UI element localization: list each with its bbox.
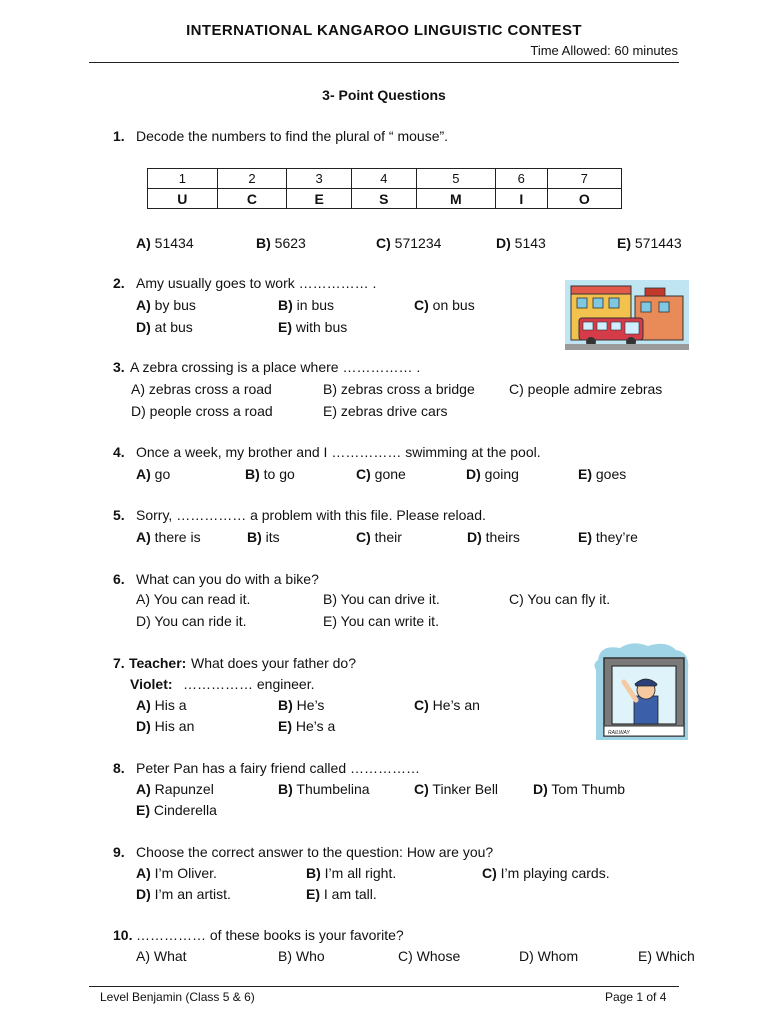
option-text: I am tall. (323, 886, 377, 902)
option-d[interactable] (136, 613, 247, 629)
question-number: 8. (113, 760, 125, 776)
option-key: E) (617, 235, 631, 251)
option-key: A) (136, 697, 151, 713)
option-c[interactable] (356, 529, 402, 545)
option-key: A) (136, 466, 151, 482)
option-text: zebras drive cars (340, 403, 448, 419)
table-cell: I (496, 189, 548, 209)
option-text: they’re (595, 529, 638, 545)
option-text: by bus (154, 297, 196, 313)
table-cell: 6 (496, 169, 548, 189)
question-text: A zebra crossing is a place where …………… . (130, 359, 421, 375)
option-text: 5623 (274, 235, 306, 251)
option-a[interactable] (136, 297, 196, 313)
option-text: His an (154, 718, 195, 734)
table-cell: 1 (148, 169, 218, 189)
table-cell: U (148, 189, 218, 209)
option-key: D) (136, 718, 151, 734)
question-number: 4. (113, 444, 125, 460)
question-number: 1. (113, 128, 125, 144)
option-text: 571443 (634, 235, 682, 251)
option-a[interactable] (136, 781, 214, 797)
option-key: C) (509, 381, 524, 397)
option-key: E) (323, 613, 337, 629)
option-text: You can write it. (340, 613, 439, 629)
question-text: Decode the numbers to find the plural of “ mouse”. (136, 128, 449, 144)
option-text: its (265, 529, 280, 545)
option-c[interactable] (376, 235, 441, 251)
option-d[interactable] (131, 403, 273, 419)
option-text: Tinker Bell (432, 781, 499, 797)
table-cell: 5 (416, 169, 495, 189)
option-a[interactable] (136, 865, 217, 881)
option-a[interactable]: A) What (136, 948, 187, 964)
option-key: B) (278, 297, 293, 313)
option-key: A) (136, 297, 151, 313)
option-key: E) (306, 886, 320, 902)
option-key: C) (376, 235, 391, 251)
option-b[interactable]: B) Who (278, 948, 325, 964)
option-text: I’m all right. (324, 865, 397, 881)
option-c[interactable] (482, 865, 610, 881)
table-cell: 2 (217, 169, 287, 189)
footer-rule (89, 986, 679, 987)
table-cell: O (547, 189, 621, 209)
option-key: E) (136, 802, 150, 818)
option-d[interactable] (136, 718, 194, 734)
option-key: B) (323, 381, 337, 397)
header-rule (89, 62, 679, 63)
option-b[interactable] (306, 865, 396, 881)
table-cell: 3 (287, 169, 352, 189)
option-key: D) (496, 235, 511, 251)
option-c[interactable] (509, 381, 662, 397)
option-d[interactable] (496, 235, 546, 251)
option-key: A) (136, 781, 151, 797)
option-text: I’m an artist. (154, 886, 231, 902)
option-text: going (484, 466, 519, 482)
question-text: Peter Pan has a fairy friend called …………… (136, 760, 421, 776)
question-text: Once a week, my brother and I …………… swimming at the pool. (136, 444, 541, 460)
option-text: Cinderella (153, 802, 217, 818)
option-b[interactable] (323, 591, 440, 607)
option-text: 571234 (394, 235, 442, 251)
letter-row (148, 189, 622, 209)
question-number: 7. (113, 655, 125, 671)
option-text: their (374, 529, 402, 545)
option-text: on bus (432, 297, 475, 313)
option-key: B) (245, 466, 260, 482)
train-driver-illustration (590, 640, 695, 750)
option-text: His a (154, 697, 187, 713)
option-key: B) (278, 697, 293, 713)
option-key: B) (256, 235, 271, 251)
option-key: E) (578, 529, 592, 545)
option-key: D) (533, 781, 548, 797)
option-text: You can read it. (153, 591, 251, 607)
question-number: 6. (113, 571, 125, 587)
violet-text: …………… engineer. (183, 676, 315, 692)
option-key: E) (323, 403, 337, 419)
question-text: Amy usually goes to work …………… . (136, 275, 377, 291)
option-text: 51434 (154, 235, 194, 251)
option-d[interactable]: D) Whom (519, 948, 579, 964)
option-c[interactable] (356, 466, 406, 482)
option-text: Tom Thumb (551, 781, 626, 797)
option-d[interactable] (136, 886, 231, 902)
option-c[interactable] (414, 781, 498, 797)
option-key: A) (131, 381, 145, 397)
option-key: A) (136, 591, 150, 607)
question-text: …………… of these books is your favorite? (136, 927, 404, 943)
option-text: there is (154, 529, 201, 545)
option-text: go (154, 466, 171, 482)
option-d[interactable] (466, 466, 519, 482)
option-key: D) (131, 403, 146, 419)
table-cell: E (287, 189, 352, 209)
option-text: in bus (296, 297, 335, 313)
option-c[interactable] (414, 297, 475, 313)
option-b[interactable] (278, 781, 370, 797)
bus-street-illustration (565, 280, 689, 350)
option-text: I’m playing cards. (500, 865, 610, 881)
option-text: with bus (295, 319, 348, 335)
option-key: C) (482, 865, 497, 881)
option-a[interactable] (136, 697, 187, 713)
table-cell: S (351, 189, 416, 209)
option-e[interactable] (306, 886, 377, 902)
option-key: D) (136, 886, 151, 902)
option-a[interactable] (131, 381, 272, 397)
option-e[interactable] (617, 235, 682, 251)
option-b[interactable] (247, 529, 280, 545)
option-d[interactable] (533, 781, 625, 797)
table-cell: 4 (351, 169, 416, 189)
option-b[interactable] (278, 697, 324, 713)
option-text: goes (595, 466, 627, 482)
question-text: What does your father do? (191, 655, 356, 671)
option-text: He’s a (295, 718, 336, 734)
question-text: What can you do with a bike? (136, 571, 319, 587)
question-number: 5. (113, 507, 125, 523)
decode-table (147, 168, 622, 209)
teacher-label: Teacher: (129, 655, 187, 671)
option-a[interactable] (136, 591, 250, 607)
option-e[interactable] (323, 403, 447, 419)
option-e[interactable] (136, 802, 217, 818)
option-key: C) (356, 466, 371, 482)
option-e[interactable] (278, 319, 347, 335)
contest-title: INTERNATIONAL KANGAROO LINGUISTIC CONTEST (186, 22, 582, 39)
option-key: A) (136, 865, 151, 881)
option-key: A) (136, 235, 151, 251)
sign-text: RAILWAY (608, 730, 630, 736)
option-key: B) (323, 591, 337, 607)
option-text: I’m Oliver. (154, 865, 217, 881)
option-text: gone (374, 466, 406, 482)
option-key: C) (414, 781, 429, 797)
option-key: C) (414, 697, 429, 713)
option-b[interactable] (245, 466, 295, 482)
option-b[interactable] (323, 381, 475, 397)
option-text: people cross a road (149, 403, 273, 419)
option-text: to go (263, 466, 295, 482)
option-key: C) (356, 529, 371, 545)
option-text: theirs (485, 529, 520, 545)
option-key: B) (306, 865, 321, 881)
question-number: 10. (113, 927, 133, 943)
number-row (148, 169, 622, 189)
option-c[interactable]: C) Whose (398, 948, 461, 964)
question-number: 2. (113, 275, 125, 291)
page-number: Page 1 of 4 (605, 990, 667, 1004)
option-key: C) (509, 591, 524, 607)
option-c[interactable] (414, 697, 480, 713)
option-b[interactable] (256, 235, 306, 251)
option-a[interactable] (136, 529, 201, 545)
option-key: B) (247, 529, 262, 545)
option-key: E) (278, 319, 292, 335)
option-key: D) (136, 613, 151, 629)
option-text: You can ride it. (154, 613, 247, 629)
option-text: zebras cross a bridge (340, 381, 475, 397)
table-cell: 7 (547, 169, 621, 189)
option-key: E) (578, 466, 592, 482)
option-e[interactable]: E) Which (638, 948, 695, 964)
table-cell: M (416, 189, 495, 209)
violet-label: Violet: (130, 676, 173, 692)
option-d[interactable] (136, 319, 193, 335)
table-cell: C (217, 189, 287, 209)
option-text: You can drive it. (340, 591, 440, 607)
footer-level: Level Benjamin (Class 5 & 6) (100, 990, 255, 1004)
question-text: Sorry, …………… a problem with this file. Please reload. (136, 507, 486, 523)
option-e[interactable] (323, 613, 439, 629)
option-text: zebras cross a road (148, 381, 272, 397)
option-text: He’s an (432, 697, 480, 713)
option-a[interactable] (136, 235, 194, 251)
option-text: people admire zebras (527, 381, 663, 397)
option-b[interactable] (278, 297, 334, 313)
option-key: D) (466, 466, 481, 482)
option-text: He’s (296, 697, 325, 713)
option-text: Rapunzel (154, 781, 214, 797)
time-allowed: Time Allowed: 60 minutes (530, 43, 678, 58)
option-d[interactable] (467, 529, 520, 545)
section-heading: 3- Point Questions (322, 87, 446, 103)
question-number: 3. (113, 359, 125, 375)
option-key: B) (278, 781, 293, 797)
option-e[interactable] (578, 529, 638, 545)
option-text: 5143 (514, 235, 546, 251)
option-text: Thumbelina (296, 781, 370, 797)
option-key: A) (136, 529, 151, 545)
option-text: at bus (154, 319, 193, 335)
option-text: You can fly it. (527, 591, 611, 607)
question-number: 9. (113, 844, 125, 860)
option-key: D) (467, 529, 482, 545)
question-text: Choose the correct answer to the question: How are you? (136, 844, 494, 860)
option-e[interactable] (278, 718, 335, 734)
option-key: D) (136, 319, 151, 335)
option-c[interactable] (509, 591, 610, 607)
option-e[interactable] (578, 466, 626, 482)
option-key: E) (278, 718, 292, 734)
option-a[interactable] (136, 466, 170, 482)
option-key: C) (414, 297, 429, 313)
